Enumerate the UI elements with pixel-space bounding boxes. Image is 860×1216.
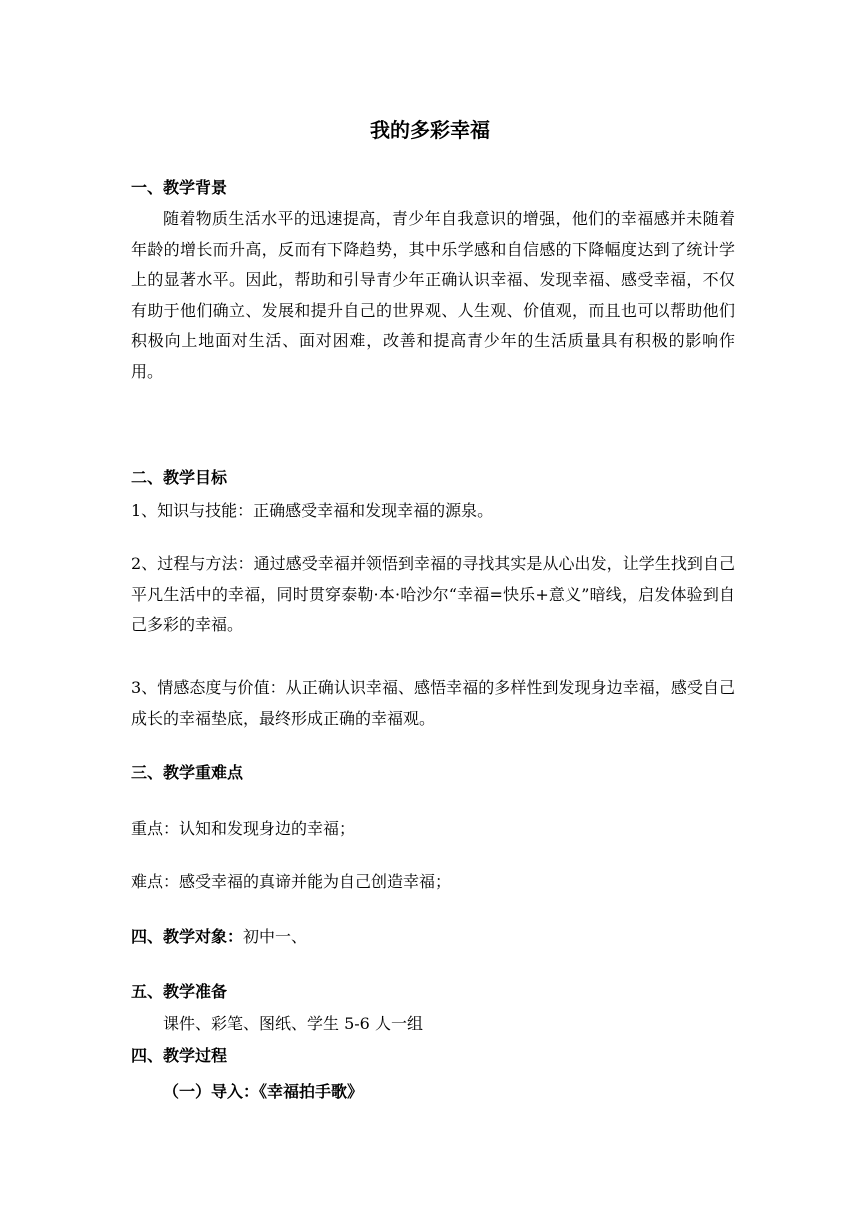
section-heading-audience: 四、教学对象： <box>131 927 244 946</box>
section-audience <box>131 925 307 949</box>
key-point-focus: 重点：认知和发现身边的幸福； <box>131 819 356 838</box>
goal-item-2: 2、过程与方法：通过感受幸福并领悟到幸福的寻找其实是从心出发，让学生找到自己平凡生活中的幸福，同时贯穿泰勒·本·哈沙尔“幸福=快乐+意义”暗线，启发体验到自己多彩的幸福。 <box>131 554 735 634</box>
audience-value: 初中一、 <box>243 927 308 946</box>
section-heading-process: 四、教学过程 <box>131 1046 228 1065</box>
key-point-difficulty: 难点：感受幸福的真谛并能为自己创造幸福； <box>131 872 452 891</box>
document-title: 我的多彩幸福 <box>370 118 490 142</box>
process-step-1: （一）导入：《幸福拍手歌》 <box>163 1082 364 1101</box>
preparation-value: 课件、彩笔、图纸、学生 5-6 人一组 <box>163 1014 423 1033</box>
section-heading-preparation: 五、教学准备 <box>131 982 228 1001</box>
goal-item-3: 3、情感态度与价值：从正确认识幸福、感悟幸福的多样性到发现身边幸福，感受自己成长的幸福垫底，最终形成正确的幸福观。 <box>131 678 735 728</box>
section-heading-background: 一、教学背景 <box>131 178 228 197</box>
section-heading-goals: 二、教学目标 <box>131 468 228 487</box>
goal-item-1: 1、知识与技能：正确感受幸福和发现幸福的源泉。 <box>131 501 494 520</box>
background-paragraph: 随着物质生活水平的迅速提高，青少年自我意识的增强，他们的幸福感并未随着年龄的增长而升高，反而有下降趋势，其中乐学感和自信感的下降幅度达到了统计学上的显著水平。因此，帮助和引导青少年正确认识幸福、发现幸福、感受幸福，不仅有助于他们确立、发展和提升自己的世界观、人生观、价值观，而且也可以帮助他们积极向上地面对生活、面对困难，改善和提高青少年的生活质量具有积极的影响作用。 <box>131 209 735 381</box>
section-heading-key-points: 三、教学重难点 <box>131 763 244 782</box>
